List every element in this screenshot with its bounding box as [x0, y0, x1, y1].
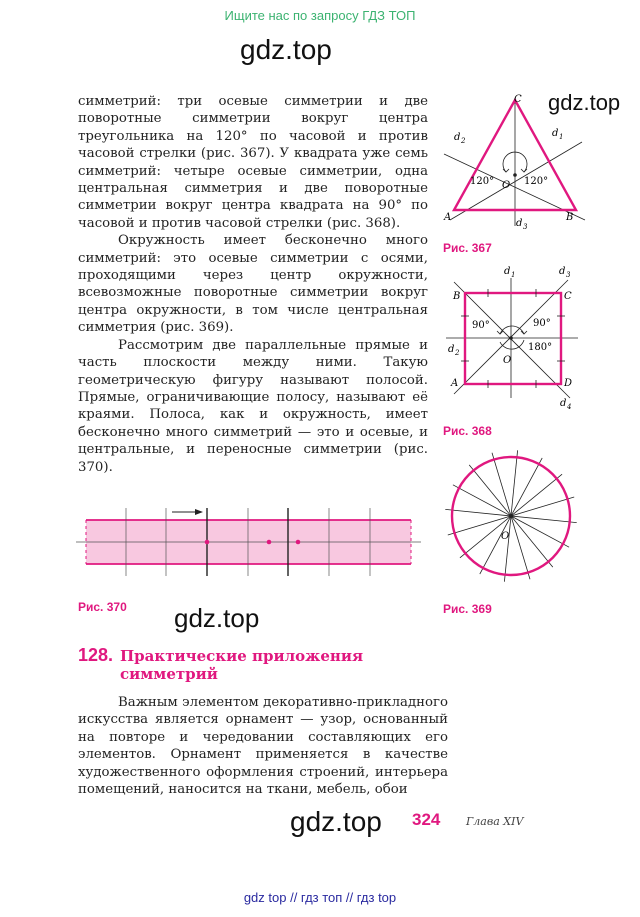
label-d1-sub: 1	[511, 271, 516, 279]
label-d3-sub: 3	[523, 223, 528, 231]
arrow-head-left	[497, 331, 503, 334]
watermark-right: gdz.top	[548, 90, 621, 115]
caption-367: Рис. 367	[443, 241, 492, 255]
paragraph-2: Окружность имеет бесконечно много симметрий: это осевые симметрии с осями, проходящими через центр окружности, всевозможные поворотные симметрии вокруг центра окружности, в том числе центральная симметрия (рис. 369).	[78, 233, 428, 336]
main-text	[78, 93, 428, 476]
caption-368: Рис. 368	[443, 424, 492, 438]
center-point-2	[267, 540, 272, 545]
arrow-head-right	[521, 169, 527, 172]
label-d3-sub: 3	[566, 271, 571, 279]
label-A: A	[451, 378, 459, 389]
label-d1-sub: 1	[559, 133, 564, 141]
label-d4: d	[560, 398, 567, 409]
label-d2-sub: 2	[461, 137, 466, 145]
section-title	[120, 647, 363, 683]
figure-367-triangle	[440, 92, 590, 232]
center-point	[509, 514, 513, 518]
section-number: 128.	[78, 645, 114, 665]
watermark-bottom: gdz.top	[290, 806, 382, 837]
label-B: B	[566, 212, 574, 223]
footer-links[interactable]: gdz top // гдз топ // гдз top	[243, 890, 397, 905]
caption-370: Рис. 370	[78, 600, 127, 614]
label-A: A	[444, 212, 452, 223]
center-point	[513, 173, 517, 177]
center-point-3	[296, 540, 301, 545]
arrow-head-right	[521, 331, 527, 334]
angle-bottom: 180°	[528, 342, 553, 353]
angle-left: 120°	[470, 176, 495, 187]
label-d2: d	[454, 132, 461, 143]
angle-right: 90°	[533, 318, 551, 329]
label-d3: d	[559, 266, 566, 277]
square-abcd	[465, 293, 561, 384]
chapter-label: Глава XIV	[466, 815, 524, 828]
watermark-middle: gdz.top	[174, 603, 260, 633]
label-O: O	[503, 355, 512, 366]
label-B: B	[453, 291, 461, 302]
section-title-line-1: Практические приложения	[120, 647, 364, 665]
figure-369-circle	[440, 442, 590, 592]
section-paragraph: Важным элементом декоративно-прикладного искусства является орнамент — узор, основанный на повторе и чередовании составляющих его элементов. Орнамент применяется в качестве художественного оформления строений, интерьера помещений, наносится на ткани, мебель, обои	[78, 695, 448, 798]
axis-d4	[454, 282, 573, 398]
angle-right: 120°	[524, 176, 549, 187]
center-point-1	[205, 540, 210, 545]
label-d2: d	[448, 344, 455, 355]
center-point	[509, 336, 513, 340]
label-C: C	[564, 291, 572, 302]
caption-369: Рис. 369	[443, 602, 492, 616]
label-d1: d	[504, 266, 511, 277]
watermark-top: gdz.top	[240, 34, 332, 65]
paragraph-3: Рассмотрим две параллельные прямые и часть плоскости между ними. Такую геометрическую фигуру называют полосой. Прямые, ограничивающие полосу, называют её краями. Полоса, как и окружность, имеет бесконечно много симметрий — это и осевые, и центральные, и переносные симметрии (рис. 370).	[78, 337, 428, 475]
label-d1: d	[552, 128, 559, 139]
figure-368-square	[440, 262, 590, 417]
section-title-line-2: симметрий	[120, 665, 218, 683]
label-O: O	[502, 180, 511, 191]
page-number: 324	[412, 810, 441, 829]
figure-370-strip	[76, 500, 426, 580]
search-banner: Ищите нас по запросу ГДЗ ТОП	[224, 8, 416, 23]
label-C: C	[514, 94, 522, 105]
label-O: O	[501, 531, 510, 542]
translation-arrow-head	[195, 509, 203, 515]
label-d4-sub: 4	[567, 403, 572, 411]
section-text	[78, 694, 448, 798]
label-d3: d	[516, 218, 523, 229]
label-D: D	[564, 378, 573, 389]
paragraph-1: симметрий: три осевые симметрии и две поворотные симметрии вокруг центра треугольника на 120° по часовой и против часовой стрелки (рис. 367). У квадрата уже семь симметрий: четыре осевые симметрии, одна центральная симметрия и две поворотные симметрии вокруг центра квадрата на 90° по часовой и против часовой стрелки (рис. 368).	[78, 94, 428, 231]
angle-left: 90°	[472, 320, 490, 331]
label-d2-sub: 2	[455, 349, 460, 357]
arrow-head-left	[503, 169, 509, 172]
